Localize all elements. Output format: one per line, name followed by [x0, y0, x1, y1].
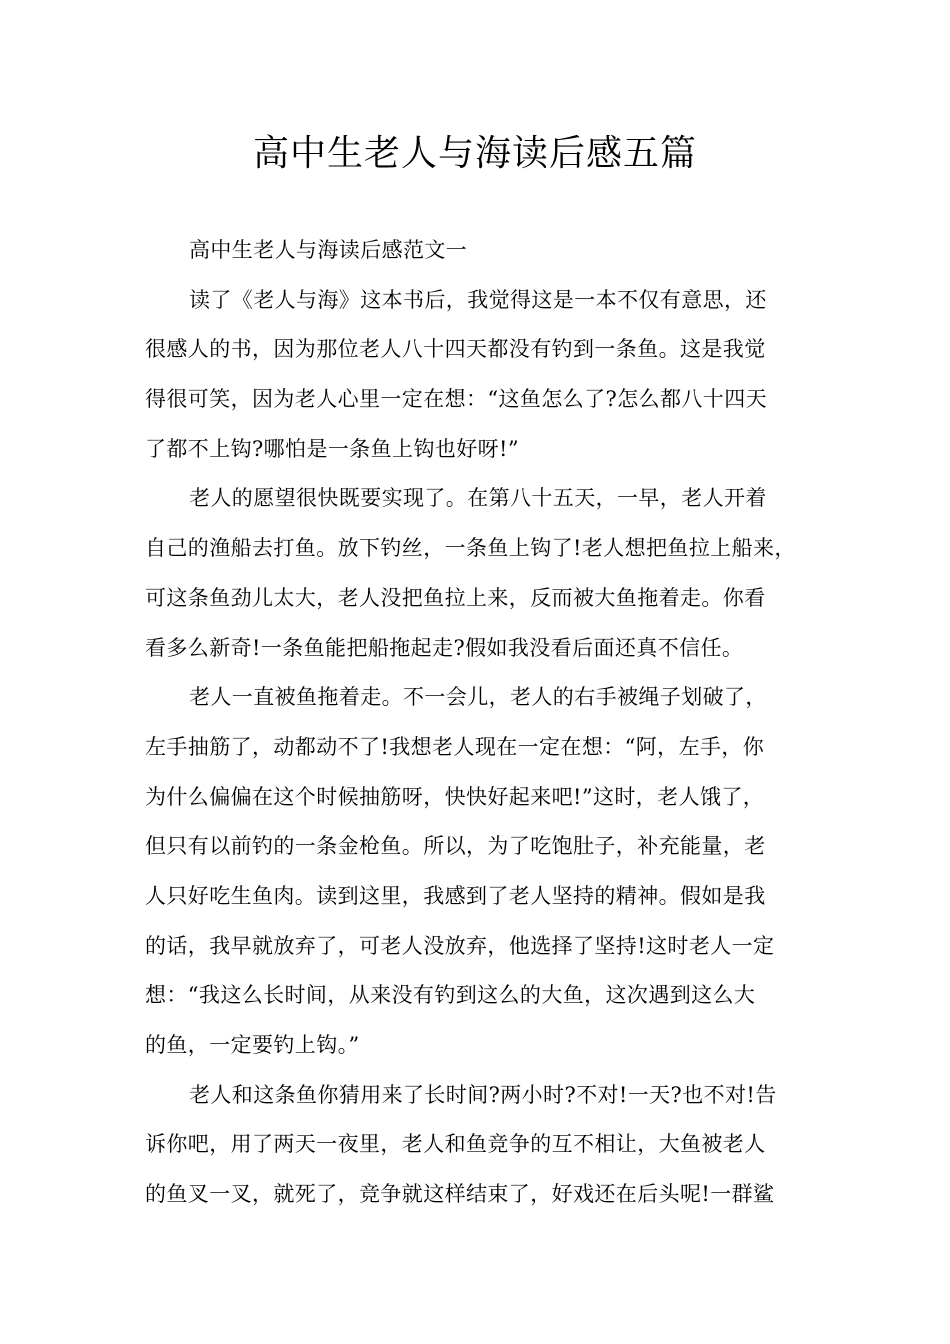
text-line: 很感人的书，因为那位老人八十四天都没有钓到一条鱼。这是我觉 [145, 337, 766, 362]
text-line: 诉你吧，用了两天一夜里，老人和鱼竞争的互不相让，大鱼被老人 [145, 1132, 766, 1157]
text-line: 读了《老人与海》这本书后，我觉得这是一本不仅有意思，还 [189, 287, 767, 312]
text-line: 的鱼，一定要钓上钩。” [145, 1033, 360, 1057]
text-line: 得很可笑，因为老人心里一定在想：“这鱼怎么了?怎么都八十四天 [145, 387, 767, 412]
text-line: 想：“我这么长时间，从来没有钓到这么的大鱼，这次遇到这么大 [145, 983, 756, 1008]
text-line: 可这条鱼劲儿太大，老人没把鱼拉上来，反而被大鱼拖着走。你看 [145, 585, 766, 610]
document-body [145, 226, 810, 1220]
text-line: 的话，我早就放弃了，可老人没放弃，他选择了坚持!这时老人一定 [145, 933, 775, 958]
text-line: 老人一直被鱼拖着走。不一会儿，老人的右手被绳子划破了， [189, 685, 767, 710]
text-line: 左手抽筋了，动都动不了!我想老人现在一定在想：“阿，左手，你 [145, 734, 765, 759]
text-line: 为什么偏偏在这个时候抽筋呀，快快好起来吧!”这时，老人饿了， [145, 784, 765, 809]
text-line: 老人的愿望很快既要实现了。在第八十五天，一早，老人开着 [189, 486, 767, 511]
text-line: 但只有以前钓的一条金枪鱼。所以，为了吃饱肚子，补充能量，老 [145, 834, 766, 859]
text-line: 高中生老人与海读后感范文一 [189, 238, 468, 262]
document-title: 高中生老人与海读后感五篇 [252, 133, 697, 174]
text-line: 人只好吃生鱼肉。读到这里，我感到了老人坚持的精神。假如是我 [145, 883, 766, 908]
text-line: 的鱼叉一叉，就死了，竞争就这样结束了，好戏还在后头呢!一群鲨 [145, 1182, 775, 1207]
text-line: 了都不上钩?哪怕是一条鱼上钩也好呀!” [145, 436, 520, 461]
text-line: 老人和这条鱼你猜用来了长时间?两小时?不对!一天?也不对!告 [189, 1082, 777, 1107]
text-line: 看多么新奇!一条鱼能把船拖起走?假如我没看后面还真不信任。 [145, 635, 744, 660]
text-line: 自己的渔船去打鱼。放下钓丝，一条鱼上钩了!老人想把鱼拉上船来， [145, 536, 796, 561]
